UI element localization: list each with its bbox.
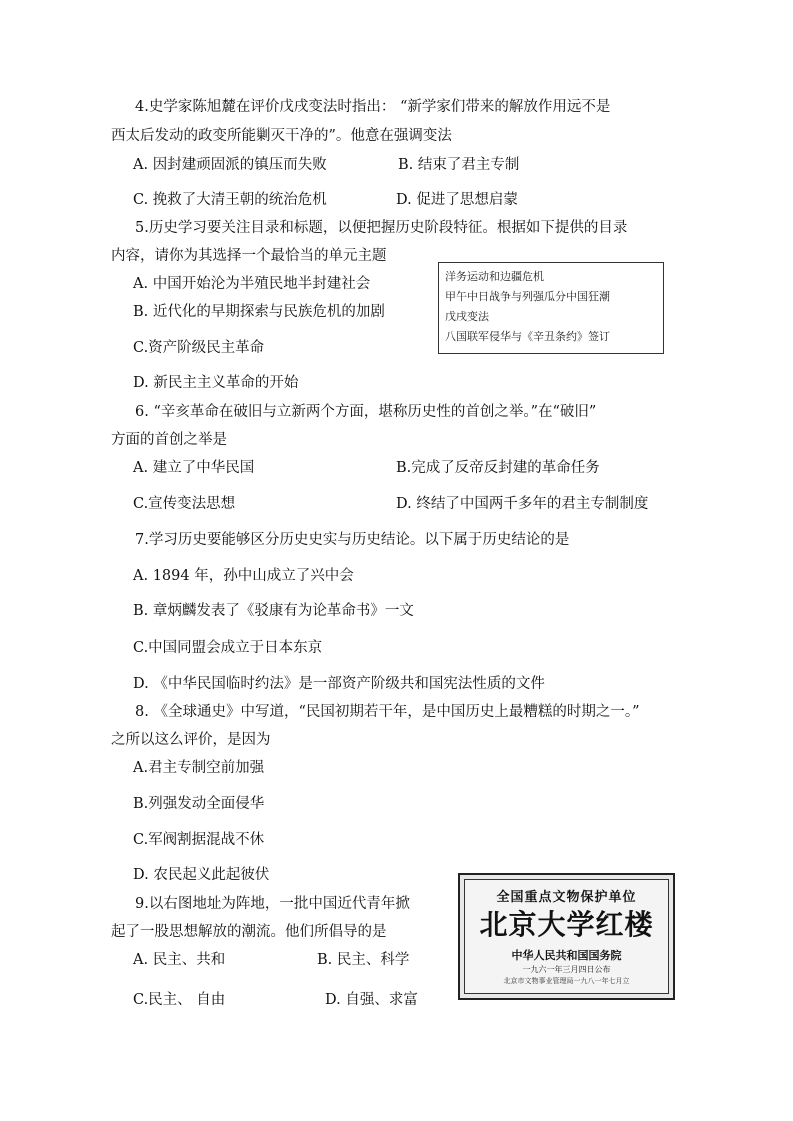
- q8-stem-line1: 8. 《全球通史》中写道，“民国初期若干年，是中国历史上最糟糕的时期之一。”: [135, 704, 640, 720]
- q4-option-b: B. 结束了君主专制: [398, 157, 520, 173]
- toc-item: 八国联军侵华与《辛丑条约》签订: [445, 330, 610, 343]
- q5-stem-line2: 内容，请你为其选择一个最恰当的单元主题: [111, 248, 387, 264]
- q7-stem-line1: 7.学习历史要能够区分历史史实与历史结论。以下属于历史结论的是: [135, 532, 570, 548]
- q5-option-d: D. 新民主主义革命的开始: [133, 375, 299, 391]
- q7-option-c: C.中国同盟会成立于日本东京: [133, 640, 323, 656]
- q7-option-b: B. 章炳麟发表了《驳康有为论革命书》一文: [133, 603, 414, 619]
- q5-option-b: B. 近代化的早期探索与民族危机的加剧: [133, 304, 385, 320]
- plaque-inner: [464, 879, 669, 994]
- plaque-date: 一九六一年三月四日公布: [522, 965, 611, 974]
- q7-option-a: A. 1894 年，孙中山成立了兴中会: [133, 568, 354, 584]
- toc-item: 戊戌变法: [445, 310, 489, 323]
- plaque-title: 北京大学红楼: [479, 908, 654, 941]
- q6-option-a: A. 建立了中华民国: [133, 460, 255, 476]
- q8-option-b: B.列强发动全面侵华: [133, 796, 265, 812]
- q7-option-d: D. 《中华民国临时约法》是一部资产阶级共和国宪法性质的文件: [133, 676, 545, 692]
- table-of-contents-box: [438, 262, 664, 354]
- q5-option-c: C.资产阶级民主革命: [133, 340, 265, 356]
- q9-option-b: B. 民主、科学: [317, 952, 410, 968]
- q4-option-d: D. 促进了思想启蒙: [396, 192, 518, 208]
- q6-stem-line1: 6. “辛亥革命在破旧与立新两个方面，堪称历史性的首创之举。”在“破旧”: [135, 404, 597, 420]
- q6-option-c: C.宣传变法思想: [133, 496, 236, 512]
- q4-option-c: C. 挽救了大清王朝的统治危机: [133, 192, 327, 208]
- q8-stem-line2: 之所以这么评价，是因为: [111, 732, 271, 748]
- plaque-issuer: 中华人民共和国国务院: [511, 949, 622, 962]
- plaque-heading: 全国重点文物保护单位: [496, 890, 637, 905]
- q9-stem-line2: 起了一股思想解放的潮流。他们所倡导的是: [111, 924, 387, 940]
- q4-stem-line2: 西太后发动的政变所能剿灭干净的”。他意在强调变法: [111, 128, 452, 144]
- q8-option-d: D. 农民起义此起彼伏: [133, 867, 270, 883]
- toc-item: 甲午中日战争与列强瓜分中国狂潮: [445, 290, 610, 303]
- q8-option-a: A.君主专制空前加强: [133, 760, 265, 776]
- q9-option-a: A. 民主、共和: [133, 952, 226, 968]
- q6-option-b: B.完成了反帝反封建的革命任务: [396, 460, 600, 476]
- q6-stem-line2: 方面的首创之举是: [111, 432, 227, 448]
- q5-option-a: A. 中国开始沦为半殖民地半封建社会: [133, 276, 371, 292]
- toc-item: 洋务运动和边疆危机: [445, 270, 544, 283]
- q9-option-d: D. 自强、求富: [325, 992, 418, 1008]
- q4-option-a: A. 因封建顽固派的镇压而失败: [133, 157, 327, 173]
- q4-stem-line1: 4.史学家陈旭麓在评价戊戌变法时指出： “新学家们带来的解放作用远不是: [135, 99, 611, 115]
- q9-stem-line1: 9.以右图地址为阵地，一批中国近代青年掀: [135, 896, 410, 912]
- q9-option-c: C.民主、 自由: [133, 992, 226, 1008]
- heritage-plaque-image: [458, 873, 675, 1000]
- q8-option-c: C.军阀割据混战不休: [133, 832, 265, 848]
- q6-option-d: D. 终结了中国两千多年的君主专制制度: [396, 496, 649, 512]
- plaque-footer: 北京市文物事业管理局一九八一年七月立: [503, 977, 630, 985]
- q5-stem-line1: 5.历史学习要关注目录和标题，以便把握历史阶段特征。根据如下提供的目录: [135, 220, 628, 236]
